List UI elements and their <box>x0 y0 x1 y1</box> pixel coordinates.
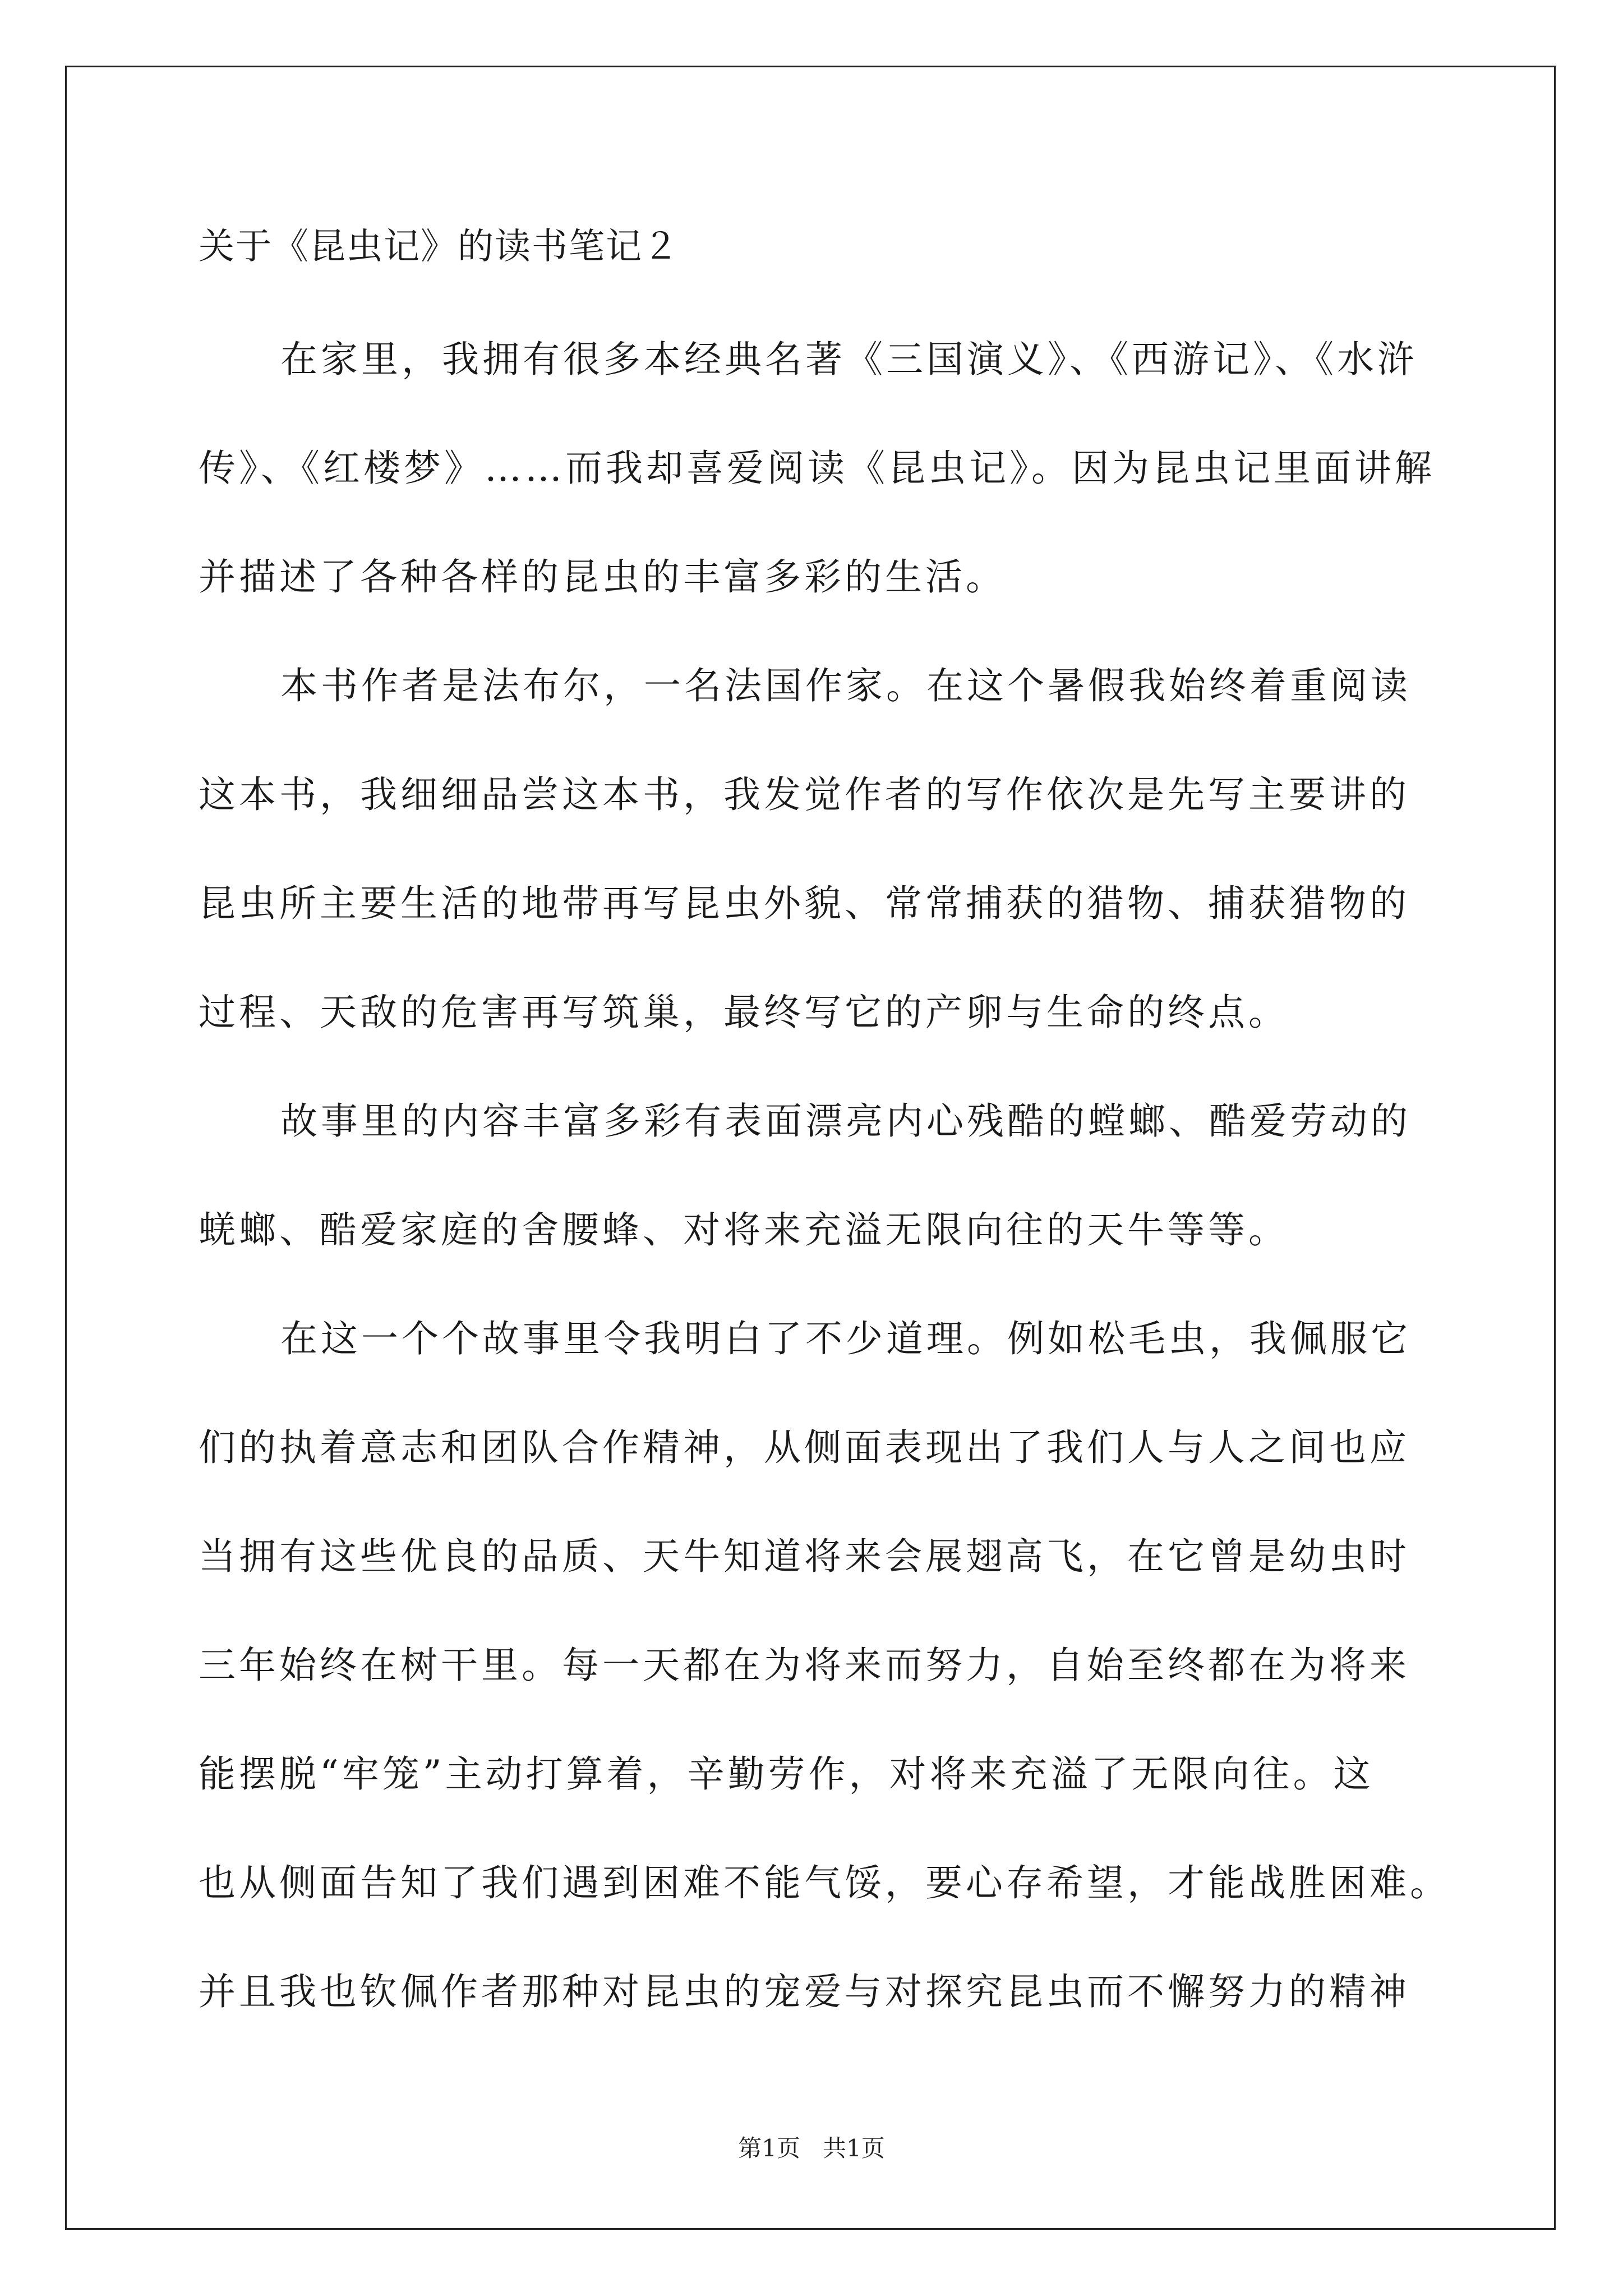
paragraph-4-line-5: 能摆脱“牢笼”主动打算着，辛勤劳作，对将来充溢了无限向往。这 <box>199 1752 1374 1796</box>
document-title: 关于《昆虫记》的读书笔记２ <box>199 226 680 268</box>
paragraph-2-line-3: 昆虫所主要生活的地带再写昆虫外貌、常常捕获的猎物、捕获猎物的 <box>199 882 1410 925</box>
page-number-footer: 第1页 共1页 <box>738 2134 885 2162</box>
paragraph-1-line-2: 传》、《红楼梦》……而我却喜爱阅读《昆虫记》。因为昆虫记里面讲解 <box>199 447 1435 490</box>
paragraph-4-line-7: 并且我也钦佩作者那种对昆虫的宠爱与对探究昆虫而不懈努力的精神 <box>199 1970 1410 2013</box>
paragraph-3-line-1: 故事里的内容丰富多彩有表面漂亮内心残酷的螳螂、酷爱劳动的 <box>280 1099 1411 1143</box>
paragraph-4-line-4: 三年始终在树干里。每一天都在为将来而努力，自始至终都在为将来 <box>199 1644 1410 1687</box>
paragraph-4-line-3: 当拥有这些优良的品质、天牛知道将来会展翅高飞，在它曾是幼虫时 <box>199 1535 1410 1578</box>
paragraph-1-line-1: 在家里，我拥有很多本经典名著《三国演义》、《西游记》、《水浒 <box>280 338 1418 381</box>
paragraph-1-line-3: 并描述了各种各样的昆虫的丰富多彩的生活。 <box>199 555 1006 599</box>
paragraph-3-line-2: 蜣螂、酷爱家庭的舍腰蜂、对将来充溢无限向往的天牛等等。 <box>199 1208 1289 1251</box>
paragraph-4-line-1: 在这一个个故事里令我明白了不少道理。例如松毛虫，我佩服它 <box>280 1317 1411 1360</box>
paragraph-4-line-2: 们的执着意志和团队合作精神，从侧面表现出了我们人与人之间也应 <box>199 1426 1410 1469</box>
paragraph-4-line-6: 也从侧面告知了我们遇到困难不能气馁，要心存希望，才能战胜困难。 <box>199 1861 1450 1904</box>
paragraph-2-line-4: 过程、天敌的危害再写筑巢，最终写它的产卵与生命的终点。 <box>199 991 1289 1034</box>
paragraph-2-line-1: 本书作者是法布尔，一名法国作家。在这个暑假我始终着重阅读 <box>280 664 1411 707</box>
paragraph-2-line-2: 这本书，我细细品尝这本书，我发觉作者的写作依次是先写主要讲的 <box>199 773 1410 816</box>
